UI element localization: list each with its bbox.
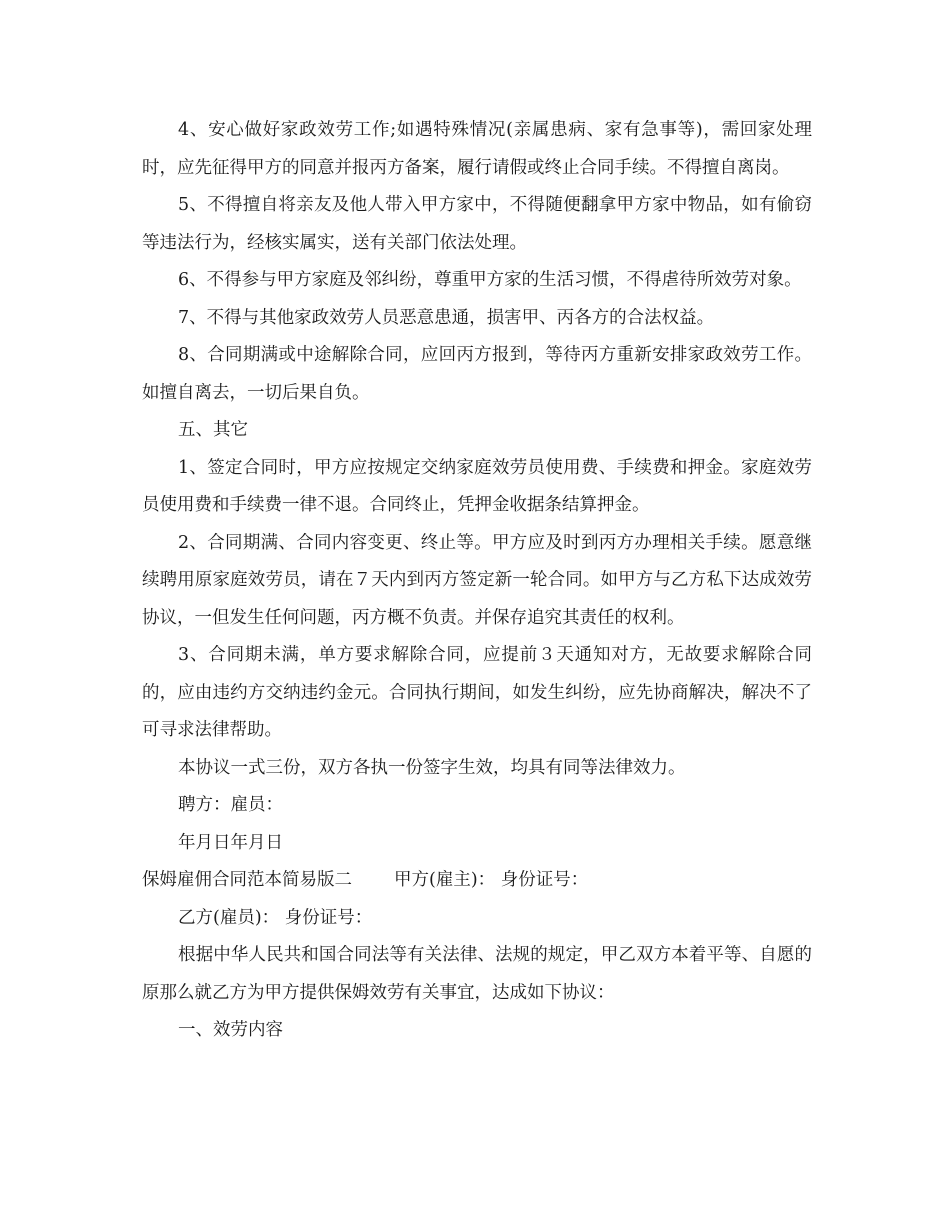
section-heading-other: 五、其它 [178, 420, 248, 440]
document-body [142, 112, 812, 1050]
party-a-field: 甲方(雇主)： 身份证号： [394, 870, 589, 890]
other-clause-3: 3、合同期未满，单方要求解除合同，应提前３天通知对方，无故要求解除合同的，应由违约方交纳违约金元。合同执行期间，如发生纠纷，应先协商解决，解决不了可寻求法律帮助。 [142, 645, 812, 740]
other-clause-1: 1、签定合同时，甲方应按规定交纳家庭效劳员使用费、手续费和押金。家庭效劳员使用费和手续费一律不退。合同终止，凭押金收据条结算押金。 [142, 457, 812, 515]
contract-title: 保姆雇佣合同范本简易版二 [142, 870, 352, 890]
agreement-copies: 本协议一式三份，双方各执一份签字生效，均具有同等法律效力。 [178, 757, 686, 778]
contract-title-line [142, 862, 812, 900]
other-clause-2: 2、合同期满、合同内容变更、终止等。甲方应及时到丙方办理相关手续。愿意继续聘用原家庭效劳员，请在７天内到丙方签定新一轮合同。如甲方与乙方私下达成效劳协议，一但发生任何问题，丙方概不负责。并保存追究其责任的权利。 [142, 532, 812, 628]
party-b-field: 乙方(雇员)： 身份证号： [178, 907, 373, 928]
preamble: 根据中华人民共和国合同法等有关法律、法规的规定，甲乙双方本着平等、自愿的原那么就乙方为甲方提供保姆效劳有关事宜，达成如下协议： [142, 945, 812, 1003]
clause-5: 5、不得擅自将亲友及他人带入甲方家中，不得随便翻拿甲方家中物品，如有偷窃等违法行为，经核实属实，送有关部门依法处理。 [142, 195, 812, 253]
clause-6: 6、不得参与甲方家庭及邻纠纷，尊重甲方家的生活习惯，不得虐待所效劳对象。 [178, 270, 802, 290]
signature-dates: 年月日年月日 [178, 832, 283, 853]
clause-7: 7、不得与其他家政效劳人员恶意患通，损害甲、丙各方的合法权益。 [178, 307, 715, 328]
clause-8: 8、合同期满或中途解除合同，应回丙方报到，等待丙方重新安排家政效劳工作。如擅自离去，一切后果自负。 [142, 345, 812, 403]
clause-4: 4、安心做好家政效劳工作;如遇特殊情况(亲属患病、家有急事等)，需回家处理时，应先征得甲方的同意并报丙方备案，履行请假或终止合同手续。不得擅自离岗。 [142, 120, 812, 178]
signature-parties: 聘方：雇员： [178, 795, 283, 815]
section-heading-service: 一、效劳内容 [178, 1020, 283, 1040]
